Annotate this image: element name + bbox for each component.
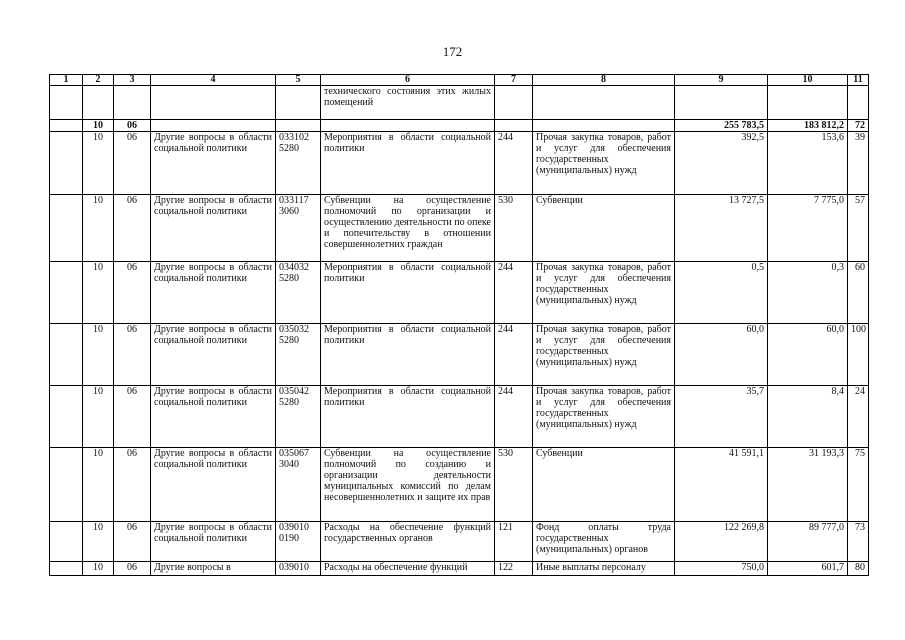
table-row — [50, 386, 869, 448]
page-number: 172 — [442, 44, 463, 59]
column-header-row — [50, 75, 869, 86]
expense-description: Расходы на обеспечение функций — [321, 562, 495, 576]
fact-amount: 0,3 — [768, 262, 848, 324]
expense-description: Субвенции на осуществление полномочий по организации и осуществлению деятельности по опеке и попечительству в отношении совершеннолетних граждан — [321, 195, 495, 262]
col-header: 5 — [276, 75, 321, 86]
item-name: Другие вопросы в области социальной политики — [151, 324, 276, 386]
carry-over-row — [50, 86, 869, 120]
target-code: 034032 5280 — [276, 262, 321, 324]
plan-amount: 392,5 — [675, 132, 768, 195]
table-row — [50, 522, 869, 562]
row-cell — [50, 386, 83, 448]
row-cell — [50, 522, 83, 562]
col-header: 8 — [533, 75, 675, 86]
target-code: 035042 5280 — [276, 386, 321, 448]
target-code: 033102 5280 — [276, 132, 321, 195]
fact-amount: 89 777,0 — [768, 522, 848, 562]
plan-amount: 0,5 — [675, 262, 768, 324]
expense-type-code: 530 — [495, 195, 533, 262]
expense-type-code: 244 — [495, 324, 533, 386]
expense-type-name: Прочая закупка товаров, работ и услуг для обеспечения государственных (муниципальных) нужд — [533, 324, 675, 386]
target-code: 035067 3040 — [276, 448, 321, 522]
percent: 73 — [848, 522, 869, 562]
expense-description: Субвенции на осуществление полномочий по созданию и организации деятельности муниципальных комиссий по делам несовершеннолетних и защите их прав — [321, 448, 495, 522]
total-plan: 255 783,5 — [675, 120, 768, 132]
table-row — [50, 262, 869, 324]
fact-amount: 8,4 — [768, 386, 848, 448]
expense-description: Мероприятия в области социальной политики — [321, 324, 495, 386]
percent: 80 — [848, 562, 869, 576]
row-cell — [50, 132, 83, 195]
section-code: 10 — [83, 262, 114, 324]
col-header: 3 — [114, 75, 151, 86]
budget-table — [49, 74, 869, 576]
subsection-code: 06 — [114, 120, 151, 132]
total-fact: 183 812,2 — [768, 120, 848, 132]
expense-description: Мероприятия в области социальной политики — [321, 262, 495, 324]
section-code: 10 — [83, 386, 114, 448]
col-header: 7 — [495, 75, 533, 86]
expense-description: Мероприятия в области социальной политики — [321, 132, 495, 195]
expense-type-name: Субвенции — [533, 195, 675, 262]
expense-type-code: 121 — [495, 522, 533, 562]
section-code: 10 — [83, 448, 114, 522]
section-code: 10 — [83, 522, 114, 562]
plan-amount: 750,0 — [675, 562, 768, 576]
fact-amount: 60,0 — [768, 324, 848, 386]
col-header: 10 — [768, 75, 848, 86]
col-header: 9 — [675, 75, 768, 86]
plan-amount: 35,7 — [675, 386, 768, 448]
expense-type-code: 530 — [495, 448, 533, 522]
fact-amount: 601,7 — [768, 562, 848, 576]
section-code: 10 — [83, 324, 114, 386]
expense-type-code: 122 — [495, 562, 533, 576]
section-total-row — [50, 120, 869, 132]
total-percent: 72 — [848, 120, 869, 132]
col-header: 6 — [321, 75, 495, 86]
item-name: Другие вопросы в области социальной политики — [151, 448, 276, 522]
table-row — [50, 324, 869, 386]
subsection-code: 06 — [114, 386, 151, 448]
subsection-code: 06 — [114, 262, 151, 324]
table-row — [50, 448, 869, 522]
item-name: Другие вопросы в области социальной политики — [151, 262, 276, 324]
subsection-code: 06 — [114, 448, 151, 522]
col-header: 11 — [848, 75, 869, 86]
row-cell — [50, 448, 83, 522]
expense-type-name: Иные выплаты персоналу — [533, 562, 675, 576]
fact-amount: 153,6 — [768, 132, 848, 195]
subsection-code: 06 — [114, 562, 151, 576]
row-cell — [50, 262, 83, 324]
table-row — [50, 562, 869, 576]
expense-type-name: Прочая закупка товаров, работ и услуг для обеспечения государственных (муниципальных) нужд — [533, 132, 675, 195]
expense-type-name: Прочая закупка товаров, работ и услуг для обеспечения государственных (муниципальных) нужд — [533, 386, 675, 448]
expense-type-name: Фонд оплаты труда государственных (муниципальных) органов — [533, 522, 675, 562]
item-name: Другие вопросы в области социальной политики — [151, 132, 276, 195]
percent: 60 — [848, 262, 869, 324]
plan-amount: 122 269,8 — [675, 522, 768, 562]
target-code: 039010 — [276, 562, 321, 576]
expense-type-code: 244 — [495, 132, 533, 195]
percent: 100 — [848, 324, 869, 386]
target-code: 039010 0190 — [276, 522, 321, 562]
item-name: Другие вопросы в — [151, 562, 276, 576]
subsection-code: 06 — [114, 132, 151, 195]
item-name: Другие вопросы в области социальной политики — [151, 386, 276, 448]
expense-type-name: Прочая закупка товаров, работ и услуг для обеспечения государственных (муниципальных) нужд — [533, 262, 675, 324]
section-code: 10 — [83, 195, 114, 262]
row-cell — [50, 562, 83, 576]
table-row — [50, 195, 869, 262]
row-cell — [50, 324, 83, 386]
plan-amount: 41 591,1 — [675, 448, 768, 522]
subsection-code: 06 — [114, 195, 151, 262]
target-code: 033117 3060 — [276, 195, 321, 262]
expense-type-code: 244 — [495, 386, 533, 448]
percent: 39 — [848, 132, 869, 195]
item-name: Другие вопросы в области социальной политики — [151, 195, 276, 262]
target-code: 035032 5280 — [276, 324, 321, 386]
plan-amount: 60,0 — [675, 324, 768, 386]
section-code: 10 — [83, 562, 114, 576]
expense-type-code: 244 — [495, 262, 533, 324]
col-header: 1 — [50, 75, 83, 86]
col-header: 4 — [151, 75, 276, 86]
percent: 57 — [848, 195, 869, 262]
col-header: 2 — [83, 75, 114, 86]
percent: 75 — [848, 448, 869, 522]
subsection-code: 06 — [114, 324, 151, 386]
section-code: 10 — [83, 120, 114, 132]
subsection-code: 06 — [114, 522, 151, 562]
item-name: Другие вопросы в области социальной политики — [151, 522, 276, 562]
row-cell — [50, 195, 83, 262]
fact-amount: 31 193,3 — [768, 448, 848, 522]
plan-amount: 13 727,5 — [675, 195, 768, 262]
expense-description: Расходы на обеспечение функций государственных органов — [321, 522, 495, 562]
carry-over-text: технического состояния этих жилых помещений — [321, 86, 495, 120]
expense-type-name: Субвенции — [533, 448, 675, 522]
expense-description: Мероприятия в области социальной политики — [321, 386, 495, 448]
table-row — [50, 132, 869, 195]
section-code: 10 — [83, 132, 114, 195]
fact-amount: 7 775,0 — [768, 195, 848, 262]
percent: 24 — [848, 386, 869, 448]
